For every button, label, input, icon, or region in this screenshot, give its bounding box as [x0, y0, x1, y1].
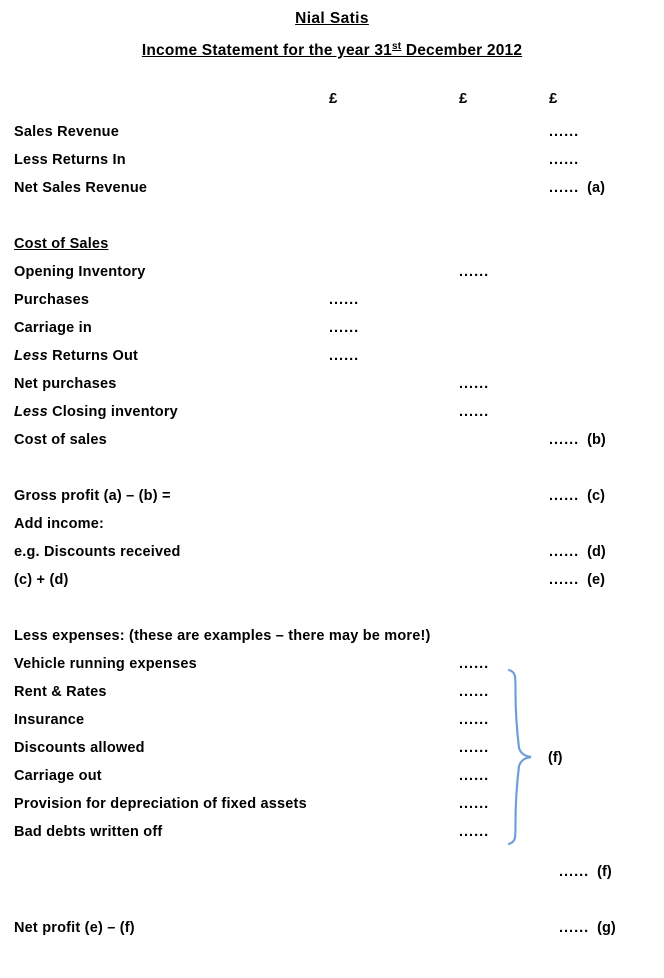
- line-value-dots: ......: [549, 572, 580, 589]
- section-label: Cost of Sales: [14, 236, 109, 253]
- line-value-col2: ......: [459, 740, 490, 757]
- currency-symbol-col1: £: [329, 90, 338, 108]
- spacer: [14, 598, 664, 626]
- line-value-col1: ......: [329, 348, 360, 365]
- expense-item-carriage-out: [14, 766, 664, 794]
- expense-item-provision-for-depreciation: [14, 794, 664, 822]
- line-label: Carriage in: [14, 320, 92, 337]
- line-ref: (b): [587, 432, 606, 449]
- spacer: [14, 458, 664, 486]
- line-item-less-returns-in: [14, 150, 664, 178]
- line-value-dots: ......: [549, 488, 580, 505]
- line-ref: (e): [587, 572, 605, 589]
- expense-item-discounts-allowed: [14, 738, 664, 766]
- line-label: e.g. Discounts received: [14, 544, 181, 561]
- line-item-sales-revenue: [14, 122, 664, 150]
- line-value-dots: ......: [549, 180, 580, 197]
- line-ref: (c): [587, 488, 605, 505]
- line-value-col3: [549, 488, 605, 504]
- income-statement-body: [0, 88, 664, 946]
- line-label: Cost of sales: [14, 432, 107, 449]
- line-label: (c) + (d): [14, 572, 69, 589]
- line-label: [14, 404, 178, 420]
- line-label: Provision for depreciation of fixed assets: [14, 796, 307, 813]
- line-value-col2: ......: [459, 768, 490, 785]
- expense-item-vehicle-running-expenses: [14, 654, 664, 682]
- currency-header-row: [14, 88, 664, 122]
- section-heading-less-expenses: [14, 626, 664, 654]
- line-item-cost-of-sales-total: [14, 430, 664, 458]
- line-item-net-purchases: [14, 374, 664, 402]
- section-label: Less expenses: (these are examples – there may be more!): [14, 628, 431, 645]
- expenses-brace-label: (f): [548, 750, 563, 766]
- section-label: Add income:: [14, 516, 105, 533]
- line-label-italic: Less: [14, 404, 48, 421]
- line-ref: (a): [587, 180, 605, 197]
- line-label-rest: Returns Out: [47, 348, 139, 365]
- line-value-col2: ......: [459, 796, 490, 813]
- line-label-italic: Less: [14, 348, 48, 365]
- line-value-col3: [549, 544, 606, 560]
- line-label: Gross profit (a) – (b) =: [14, 488, 171, 505]
- line-value-dots: ......: [559, 920, 590, 937]
- line-ref: (d): [587, 544, 606, 561]
- subtitle-ordinal-suffix: st: [392, 41, 402, 52]
- line-label: Purchases: [14, 292, 90, 309]
- line-item-carriage-in: [14, 318, 664, 346]
- line-value-col2: ......: [459, 264, 490, 281]
- line-label: [14, 348, 138, 364]
- expense-item-bad-debts-written-off: [14, 822, 664, 850]
- line-label: Net purchases: [14, 376, 117, 393]
- line-label: Net profit (e) – (f): [14, 920, 135, 937]
- line-value-col1: ......: [329, 292, 360, 309]
- line-label-rest: Closing inventory: [47, 404, 178, 421]
- line-value-col1: ......: [329, 320, 360, 337]
- line-value-dots: ......: [549, 432, 580, 449]
- line-ref: (g): [597, 920, 616, 937]
- subtitle-text-before: Income Statement for the year 31: [141, 42, 393, 60]
- document-page: [0, 8, 664, 978]
- document-header: [0, 8, 664, 62]
- page-title: Nial Satis: [295, 10, 369, 27]
- section-heading-add-income: [14, 514, 664, 542]
- expenses-total-row: [14, 862, 664, 890]
- section-heading-cost-of-sales: [14, 234, 664, 262]
- line-item-net-profit: [14, 918, 664, 946]
- line-label: Vehicle running expenses: [14, 656, 197, 673]
- line-item-purchases: [14, 290, 664, 318]
- line-value-col2: ......: [459, 712, 490, 729]
- line-value-col3: [549, 572, 605, 588]
- line-value-col2: ......: [459, 404, 490, 421]
- line-value-col2: ......: [459, 376, 490, 393]
- line-value-col2: ......: [459, 824, 490, 841]
- line-item-gross-profit: [14, 486, 664, 514]
- currency-symbol-col3: £: [549, 90, 558, 108]
- line-label: Insurance: [14, 712, 85, 729]
- line-label: Discounts allowed: [14, 740, 145, 757]
- line-value-col3: [549, 180, 605, 196]
- line-value-col3: [549, 432, 606, 448]
- spacer: [14, 850, 664, 862]
- line-value-col3: ......: [549, 152, 580, 169]
- line-value-dots: ......: [549, 544, 580, 561]
- line-label: Net Sales Revenue: [14, 180, 148, 197]
- line-value-col3: ......: [549, 124, 580, 141]
- line-label: Opening Inventory: [14, 264, 146, 281]
- expense-item-insurance: [14, 710, 664, 738]
- line-value-col2: ......: [459, 684, 490, 701]
- line-value-col2: ......: [459, 656, 490, 673]
- spacer: [14, 890, 664, 918]
- line-item-opening-inventory: [14, 262, 664, 290]
- line-item-c-plus-d: [14, 570, 664, 598]
- subtitle-text-after: December 2012: [401, 42, 523, 60]
- line-item-net-sales-revenue: [14, 178, 664, 206]
- line-value-dots: ......: [559, 864, 590, 881]
- line-label: Rent & Rates: [14, 684, 107, 701]
- line-item-less-closing-inventory: [14, 402, 664, 430]
- line-ref: (f): [597, 864, 612, 881]
- line-label: Sales Revenue: [14, 124, 119, 141]
- line-label: Carriage out: [14, 768, 102, 785]
- line-value-col3: [559, 864, 612, 880]
- line-value-col3: [559, 920, 616, 936]
- line-label: Less Returns In: [14, 152, 126, 169]
- line-item-less-returns-out: [14, 346, 664, 374]
- line-item-discounts-received: [14, 542, 664, 570]
- page-subtitle: [0, 36, 664, 62]
- line-label: Bad debts written off: [14, 824, 163, 841]
- expense-item-rent-and-rates: [14, 682, 664, 710]
- currency-symbol-col2: £: [459, 90, 468, 108]
- spacer: [14, 206, 664, 234]
